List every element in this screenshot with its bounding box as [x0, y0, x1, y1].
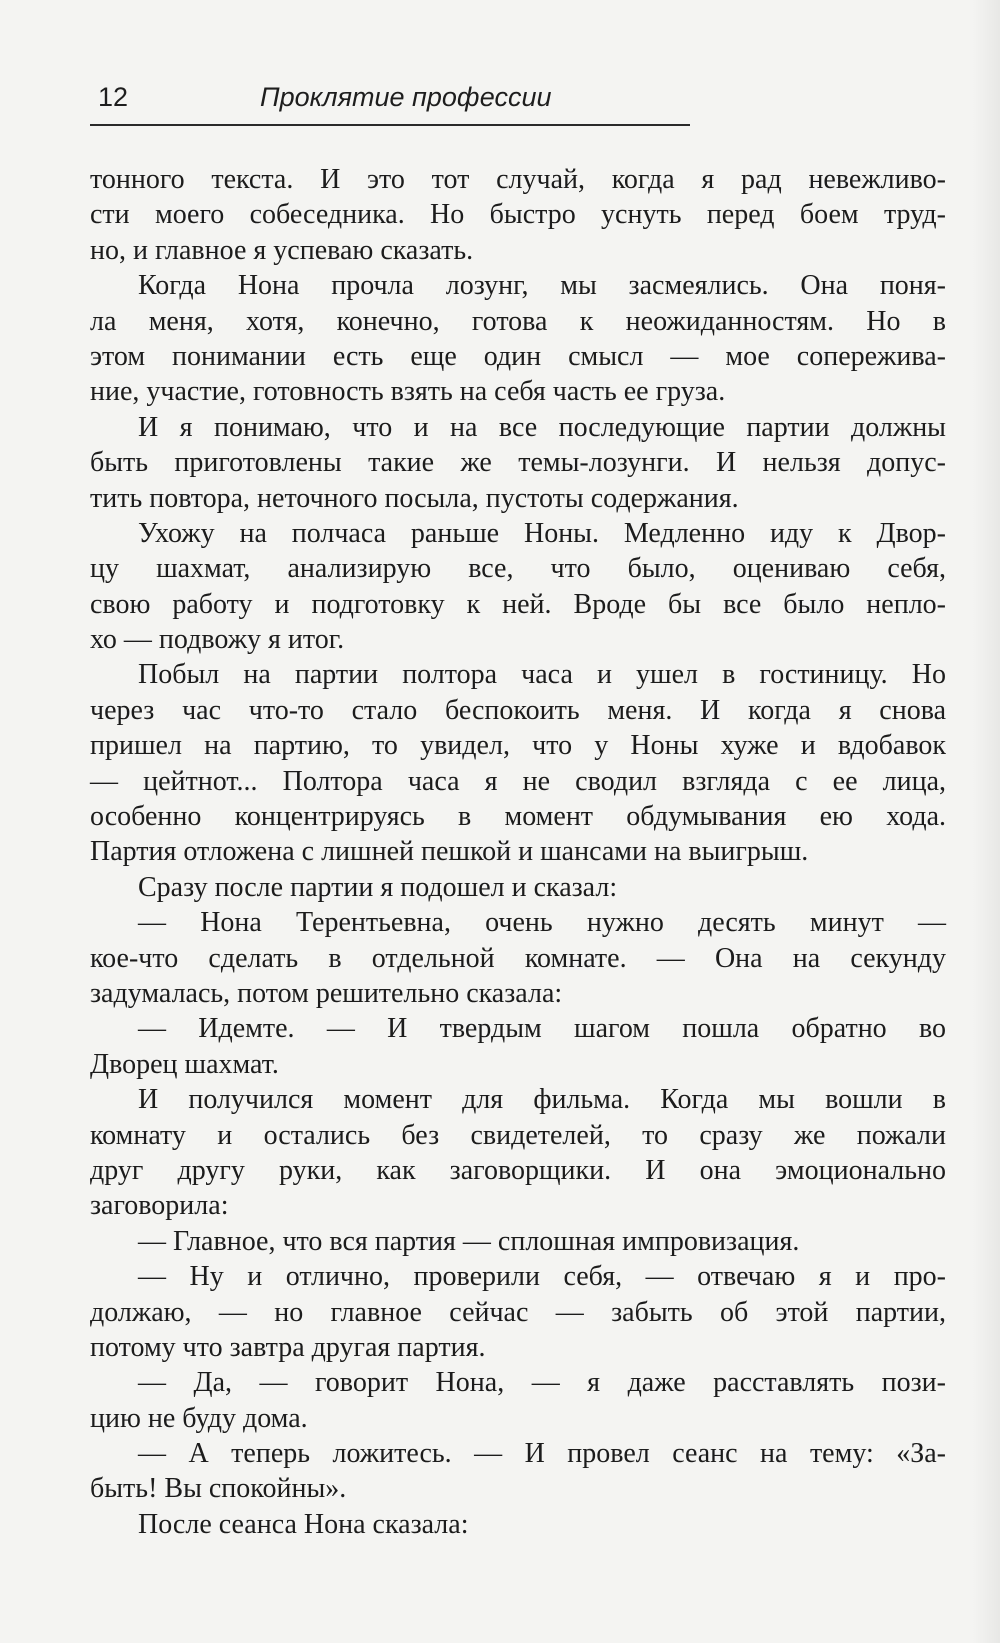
text-line: Сразу после партии я подошел и сказал: [138, 871, 618, 903]
text-line: тонного текста. И это тот случай, когда я рад невежливо- [90, 164, 946, 195]
text-line: — Ну и отлично, проверили себя, — отвечаю я и про- [138, 1261, 946, 1293]
text-line: — Да, — говорит Нона, — я даже расставлять пози- [138, 1367, 946, 1399]
text-line: — Главное, что вся партия — сплошная импровизация. [138, 1225, 800, 1257]
text-line: тить повтора, неточного посыла, пустоты содержания. [90, 482, 739, 514]
text-line: потому что завтра другая партия. [90, 1331, 486, 1363]
text-line: Когда Нона прочла лозунг, мы засмеялись. Она поня- [138, 270, 946, 302]
text-line: заговорила: [90, 1190, 229, 1222]
text-line: цу шахмат, анализирую все, что было, оцениваю себя, [90, 553, 946, 585]
text-line: Дворец шахмат. [90, 1048, 279, 1080]
text-line: — Нона Терентьевна, очень нужно десять минут — [138, 907, 946, 939]
text-line: ла меня, хотя, конечно, готова к неожиданностям. Но в [90, 305, 946, 337]
text-line: должаю, — но главное сейчас — забыть об этой партии, [90, 1296, 946, 1328]
text-line: комнату и остались без свидетелей, то сразу же пожали [90, 1119, 946, 1151]
running-title: Проклятие профессии [260, 82, 552, 112]
text-line: И получился момент для фильма. Когда мы вошли в [138, 1084, 946, 1116]
text-line: После сеанса Нона сказала: [138, 1508, 469, 1540]
text-line: цию не буду дома. [90, 1402, 308, 1434]
text-line: задумалась, потом решительно сказала: [90, 977, 563, 1009]
text-line: Ухожу на полчаса раньше Ноны. Медленно иду к Двор- [138, 517, 946, 549]
text-line: Партия отложена с лишней пешкой и шансами на выигрыш. [90, 836, 809, 868]
page-header [90, 78, 690, 126]
page-number: 12 [98, 82, 129, 112]
text-line: но, и главное я успеваю сказать. [90, 234, 474, 266]
text-line: свою работу и подготовку к ней. Вроде бы все было непло- [90, 588, 946, 620]
text-line: — А теперь ложитесь. — И провел сеанс на тему: «За- [138, 1438, 946, 1470]
text-line: ние, участие, готовность взять на себя часть ее груза. [90, 376, 726, 408]
text-line: хо — подвожу я итог. [90, 624, 345, 656]
text-line: быть! Вы спокойны». [90, 1473, 347, 1505]
body-text [90, 162, 946, 1542]
text-line: этом понимании есть еще один смысл — мое сопережива- [90, 340, 946, 372]
page-edge-shadow [972, 0, 1000, 1643]
text-line: пришел на партию, то увидел, что у Ноны хуже и вдобавок [90, 730, 946, 762]
text-line: — Идемте. — И твердым шагом пошла обратно во [138, 1013, 946, 1045]
text-line: быть приготовлены такие же темы-лозунги. И нельзя допус- [90, 447, 946, 479]
text-line: друг другу руки, как заговорщики. И она эмоционально [90, 1154, 946, 1186]
text-line: кое-что сделать в отдельной комнате. — Она на секунду [90, 942, 946, 974]
text-line: особенно концентрируясь в момент обдумывания ею хода. [90, 801, 946, 833]
text-line: И я понимаю, что и на все последующие партии должны [138, 411, 946, 443]
text-line: Побыл на партии полтора часа и ушел в гостиницу. Но [138, 659, 946, 691]
text-line: — цейтнот... Полтора часа я не сводил взгляда с ее лица, [90, 765, 946, 797]
text-line: через час что-то стало беспокоить меня. И когда я снова [90, 694, 946, 726]
text-line: сти моего собеседника. Но быстро уснуть перед боем труд- [90, 199, 946, 231]
